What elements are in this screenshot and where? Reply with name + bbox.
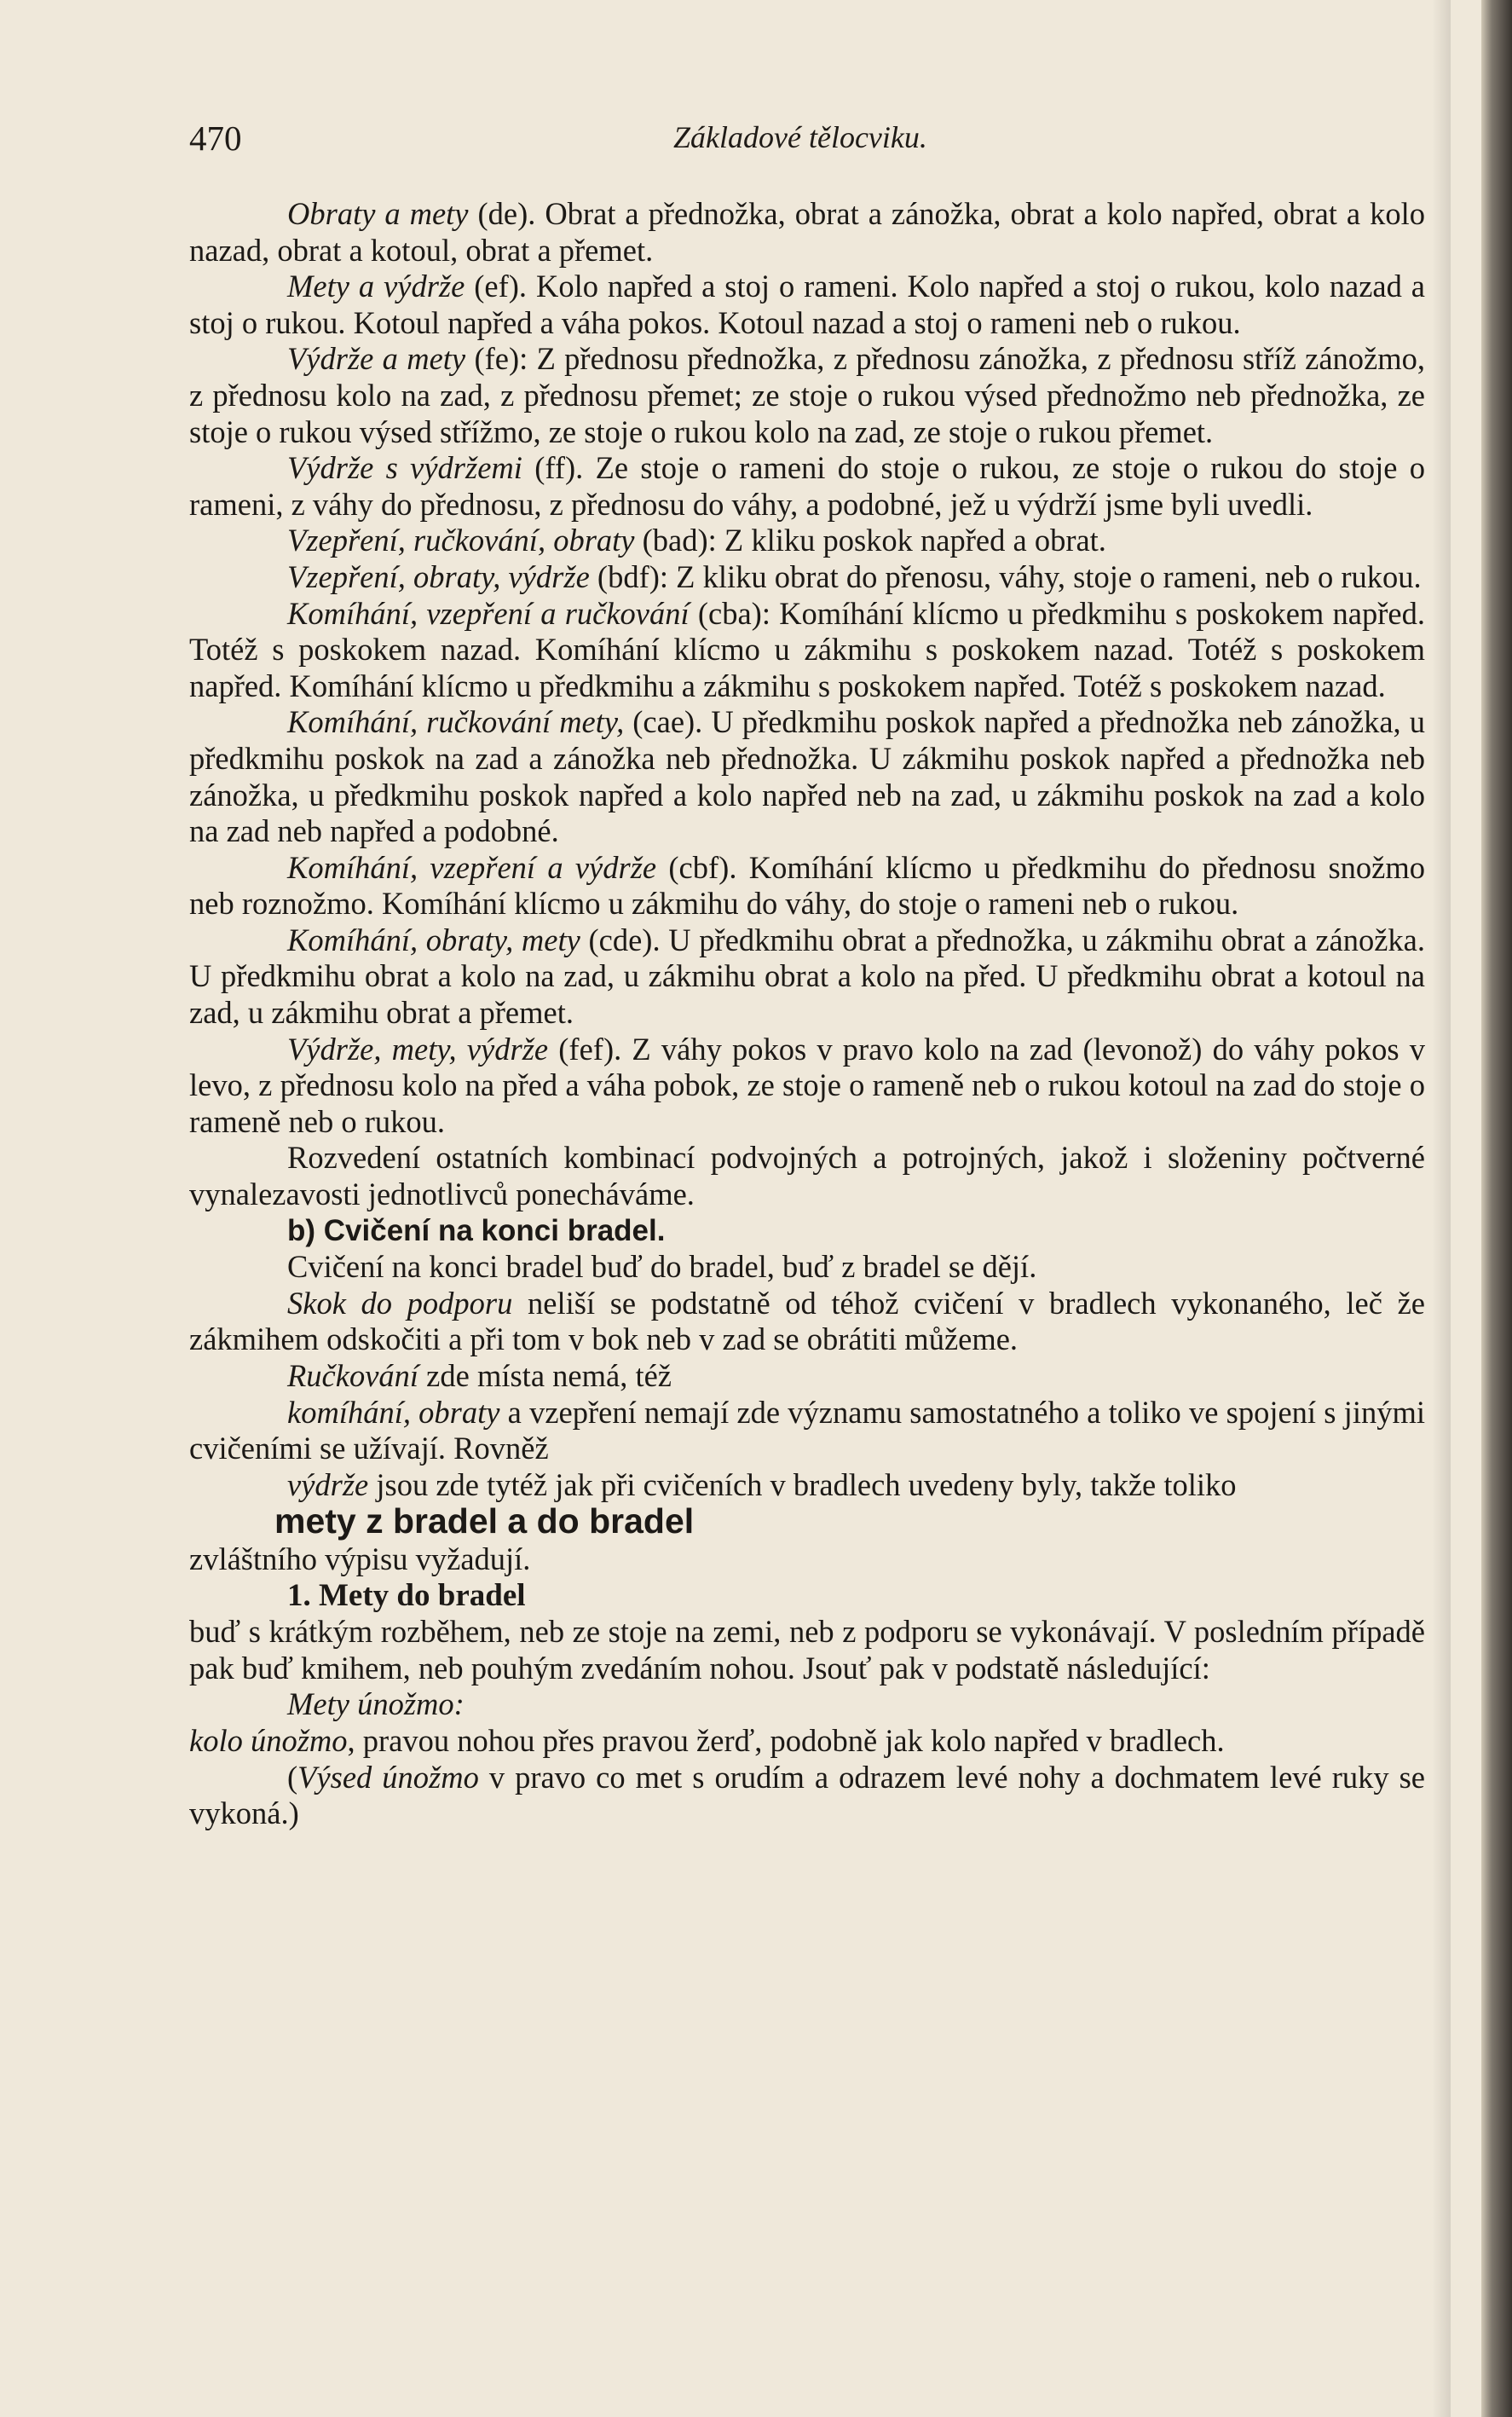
section-heading-1: 1. Mety do bradel: [287, 1577, 526, 1613]
page-header: [189, 118, 1425, 169]
running-title: Základové tělocviku.: [673, 120, 927, 154]
paragraph: kolo únožmo, pravou nohou přes pravou žerď, podobně jak kolo napřed v bradlech.: [189, 1722, 1225, 1758]
section-heading-b: b) Cvičení na konci bradel.: [287, 1213, 666, 1247]
big-heading-line: [189, 1503, 1425, 1541]
book-spine-edge: [1481, 0, 1512, 2417]
term: Vzepření, ručkování, obraty: [287, 523, 635, 558]
paragraph: Rozvedení ostatních kombinací podvojných a potrojných, jakož i složeniny počtverné vynalezavosti jednotlivců ponecháváme.: [189, 1140, 1425, 1212]
page-number: 470: [189, 119, 242, 158]
term: Komíhání, vzepření a ručkování: [287, 595, 690, 631]
paragraph: Cvičení na konci bradel buď do bradel, buď z bradel se dějí.: [287, 1249, 1037, 1285]
big-heading: mety z bradel a do bradel: [274, 1501, 695, 1541]
paragraph: Ručkování zde místa nemá, též: [287, 1358, 672, 1393]
term: Výdrže s výdržemi: [287, 450, 522, 486]
term: Komíhání, vzepření a výdrže: [287, 849, 657, 885]
paragraph: zvláštního výpisu vyžadují.: [189, 1541, 531, 1576]
term: komíhání, obraty: [287, 1394, 500, 1430]
term: Mety a výdrže: [287, 269, 465, 304]
page-gutter-shadow: [1432, 0, 1451, 2417]
term: Vzepření, obraty, výdrže: [287, 558, 590, 594]
paragraph: Vzepření, ručkování, obraty (bad): Z kliku poskok napřed a obrat.: [287, 523, 1106, 558]
term: Výdrže, mety, výdrže: [287, 1031, 549, 1067]
term: Výdrže a mety: [287, 341, 466, 377]
body-text: [189, 196, 1425, 1832]
paragraph: komíhání, obraty a vzepření nemají zde významu samostatného a toliko ve spojení s jinými cvičeními se užívají. Rovněž: [189, 1394, 1425, 1466]
term: Ručkování: [287, 1358, 419, 1393]
paragraph: Vzepření, obraty, výdrže (bdf): Z kliku obrat do přenosu, váhy, stoje o rameni, neb o rukou.: [287, 558, 1422, 594]
paragraph: Skok do podporu neliší se podstatně od téhož cvičení v bradlech vykonaného, leč že zákmihem odskočiti a při tom v bok neb v zad se obrátiti můžeme.: [189, 1285, 1425, 1357]
paragraph: buď s krátkým rozběhem, neb ze stoje na zemi, neb z podporu se vykonávají. V posledním případě pak buď kmihem, neb pouhým zvedáním nohou. Jsouť pak v podstatě následující:: [189, 1614, 1425, 1686]
paragraph: Komíhání, vzepření a výdrže (cbf). Komíhání klícmo u předkmihu do přednosu snožmo neb roznožmo. Komíhání klícmo u zákmihu do váhy, do stoje o rameni neb o rukou.: [189, 849, 1426, 922]
term: Obraty a mety: [287, 196, 469, 231]
term: Komíhání, obraty, mety: [287, 922, 580, 957]
paragraph: Mety a výdrže (ef). Kolo napřed a stoj o rameni. Kolo napřed a stoj o rukou, kolo nazad a stoj o rukou. Kotoul napřed a váha pokos. Kotoul nazad a stoj o rameni neb o rukou.: [189, 269, 1425, 340]
paragraph: Obraty a mety (de). Obrat a přednožka, obrat a zánožka, obrat a kolo napřed, obrat a kolo nazad, obrat a kotoul, obrat a přemet.: [189, 196, 1425, 268]
paragraph: Komíhání, vzepření a ručkování (cba): Komíhání klícmo u předkmihu s poskokem napřed. Totéž s poskokem nazad. Komíhání klícmo u zákmihu s poskokem nazad. Totéž s poskokem napřed. Komíhání klícmo u předkmihu a zákmihu s poskokem napřed. Totéž s poskokem nazad.: [189, 595, 1425, 703]
paragraph: výdrže jsou zde tytéž jak při cvičeních v bradlech uvedeny byly, takže toliko: [287, 1466, 1237, 1502]
term: Výsed únožmo: [297, 1759, 479, 1795]
paragraph: Výdrže s výdržemi (ff). Ze stoje o rameni do stoje o rukou, ze stoje o rukou do stoje o rameni, z váhy do přednosu, z přednosu do váhy, a podobné, jež u výdrží jsme byli uvedli.: [189, 450, 1426, 522]
paragraph: Komíhání, obraty, mety (cde). U předkmihu obrat a přednožka, u zákmihu obrat a zánožka. U předkmihu obrat a kolo na zad, u zákmihu obrat a kolo na před. U předkmihu obrat a kotoul na zad, u zákmihu obrat a přemet.: [189, 922, 1426, 1031]
term: Komíhání, ručkování mety,: [287, 704, 625, 740]
paragraph: Výdrže a mety (fe): Z přednosu přednožka, z přednosu zánožka, z přednosu stříž zánožmo, z přednosu kolo na zad, z přednosu přemet; ze stoje o rukou výsed přednožmo neb přednožka, ze stoje o rukou výsed střížmo, ze stoje o rukou kolo na zad, ze stoje o rukou přemet.: [189, 341, 1425, 449]
term: výdrže: [287, 1466, 369, 1502]
term: Skok do podporu: [287, 1285, 513, 1321]
sub-heading: Mety únožmo:: [287, 1686, 465, 1722]
paragraph: Výdrže, mety, výdrže (fef). Z váhy pokos v pravo kolo na zad (levonož) do váhy pokos v levo, z přednosu kolo na před a váha pobok, ze stoje o rameně neb o rukou kotoul na zad do stoje o rameně neb o rukou.: [189, 1031, 1426, 1139]
paragraph: Komíhání, ručkování mety, (cae). U předkmihu poskok napřed a přednožka neb zánožka, u předkmihu poskok na zad a zánožka neb přednožka. U zákmihu poskok napřed a přednožka neb zánožka, u předkmihu poskok napřed a kolo napřed neb na zad, u zákmihu poskok na zad a kolo na zad neb napřed a podobné.: [189, 704, 1425, 849]
term: kolo únožmo: [189, 1722, 348, 1758]
paragraph: (Výsed únožmo v pravo co met s orudím a odrazem levé nohy a dochmatem levé ruky se vykoná.): [189, 1759, 1425, 1831]
